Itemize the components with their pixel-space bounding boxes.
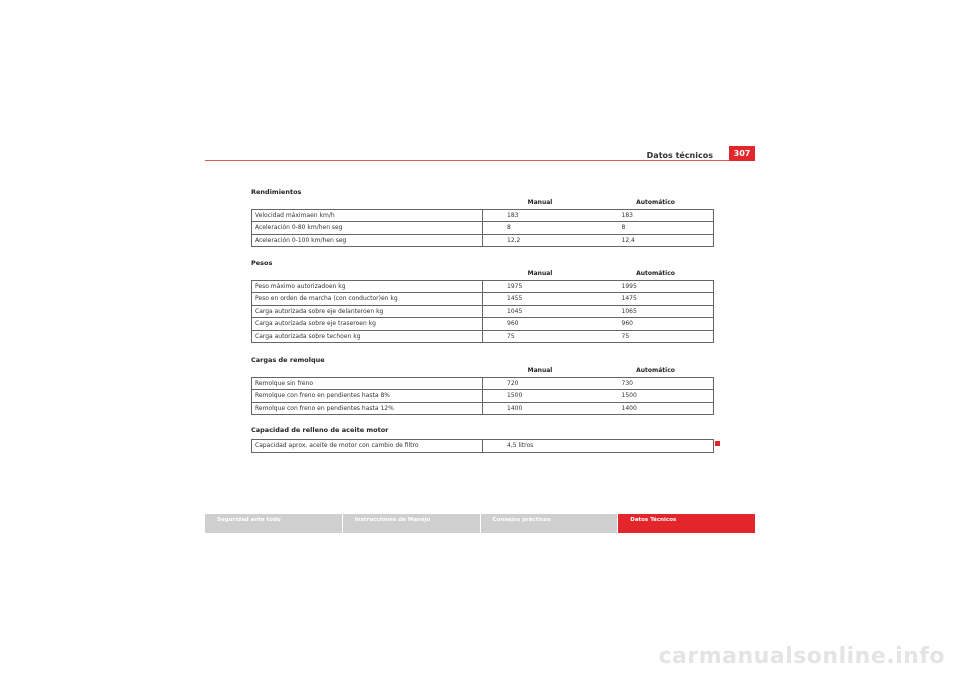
row-unit: en kg (328, 282, 346, 290)
manual-value: 12,2 (483, 234, 598, 247)
auto-value: 12,4 (598, 234, 714, 247)
auto-value: 183 (598, 209, 714, 222)
pesos-table (251, 268, 714, 343)
table-row (252, 377, 714, 390)
table-row (252, 440, 714, 453)
auto-value: 1400 (598, 402, 714, 415)
row-unit: en km/h (310, 211, 335, 219)
remolque-table (251, 365, 714, 415)
tab-datos-tecnicos[interactable]: Datos Técnicos (618, 514, 755, 533)
aceite-table (251, 439, 714, 453)
page-number: 307 (729, 146, 755, 161)
row-unit: en kg (343, 332, 361, 340)
section-aceite (251, 425, 713, 453)
row-label: Peso máximo autorizado (255, 282, 329, 290)
manual-value: 8 (483, 222, 598, 235)
column-header: Manual (527, 367, 553, 375)
section-title: Cargas de remolque (251, 356, 325, 364)
auto-value: 730 (598, 377, 714, 390)
tab-instrucciones[interactable]: Instrucciones de Manejo (343, 514, 481, 533)
row-unit: en kg (359, 320, 376, 328)
section-rendimientos (251, 187, 713, 247)
auto-value: 8 (598, 222, 714, 235)
row-label: Remolque con freno en pendientes hasta 12% (252, 402, 483, 415)
section-pesos (251, 258, 713, 343)
section-title: Rendimientos (251, 188, 302, 196)
row-label: Peso en orden de marcha (con conductor) (255, 295, 381, 303)
column-header: Manual (527, 270, 553, 278)
manual-value: 1045 (483, 305, 598, 318)
manual-value: 183 (483, 209, 598, 222)
auto-value: 1500 (598, 390, 714, 403)
table-row (252, 234, 714, 247)
manual-value: 720 (483, 377, 598, 390)
row-unit: en kg (366, 307, 384, 315)
tab-seguridad[interactable]: Seguridad ante todo (205, 514, 343, 533)
auto-value: 1065 (598, 305, 714, 318)
table-row (252, 209, 714, 222)
manual-value: 1975 (483, 280, 598, 293)
row-label: Capacidad aprox. aceite de motor con cambio de filtro (252, 440, 483, 453)
auto-value: 960 (598, 318, 714, 331)
manual-value: 960 (483, 318, 598, 331)
manual-value: 75 (483, 330, 598, 343)
column-header: Automático (636, 199, 675, 207)
column-header: Manual (527, 199, 553, 207)
table-row (252, 305, 714, 318)
manual-value: 1400 (483, 402, 598, 415)
auto-value: 75 (598, 330, 714, 343)
manual-value: 1500 (483, 390, 598, 403)
page-title: Datos técnicos (646, 151, 713, 160)
row-label: Remolque sin freno (252, 377, 483, 390)
row-label: Aceleración 0-100 km/h (255, 236, 327, 244)
header-rule (205, 160, 729, 161)
watermark: carmanualsonline.info (658, 644, 945, 669)
section-title: Capacidad de relleno de aceite motor (251, 426, 389, 434)
table-row (252, 402, 714, 415)
rendimientos-table (251, 197, 714, 247)
row-unit: en seg (326, 236, 347, 244)
auto-value: 1995 (598, 280, 714, 293)
table-row (252, 330, 714, 343)
end-of-section-marker (715, 441, 720, 446)
auto-value: 1475 (598, 293, 714, 306)
column-header: Automático (636, 367, 675, 375)
section-remolque (251, 355, 713, 415)
row-label: Aceleración 0-80 km/h (255, 224, 323, 232)
oil-capacity-value: 4,5 litros (483, 440, 598, 453)
row-label: Carga autorizada sobre eje delantero (255, 307, 367, 315)
manual-value: 1455 (483, 293, 598, 306)
row-label: Remolque con freno en pendientes hasta 8% (252, 390, 483, 403)
row-label: Carga autorizada sobre eje trasero (255, 320, 360, 328)
row-unit: en kg (380, 295, 398, 303)
row-label: Carga autorizada sobre techo (255, 332, 344, 340)
table-row (252, 280, 714, 293)
table-row (252, 390, 714, 403)
row-label: Velocidad máxima (255, 211, 311, 219)
tab-consejos[interactable]: Consejos prácticos (481, 514, 619, 533)
column-header: Automático (636, 270, 675, 278)
section-title: Pesos (251, 259, 273, 267)
table-row (252, 318, 714, 331)
footer-nav (205, 514, 755, 533)
table-row (252, 222, 714, 235)
table-row (252, 293, 714, 306)
row-unit: en seg (322, 224, 343, 232)
